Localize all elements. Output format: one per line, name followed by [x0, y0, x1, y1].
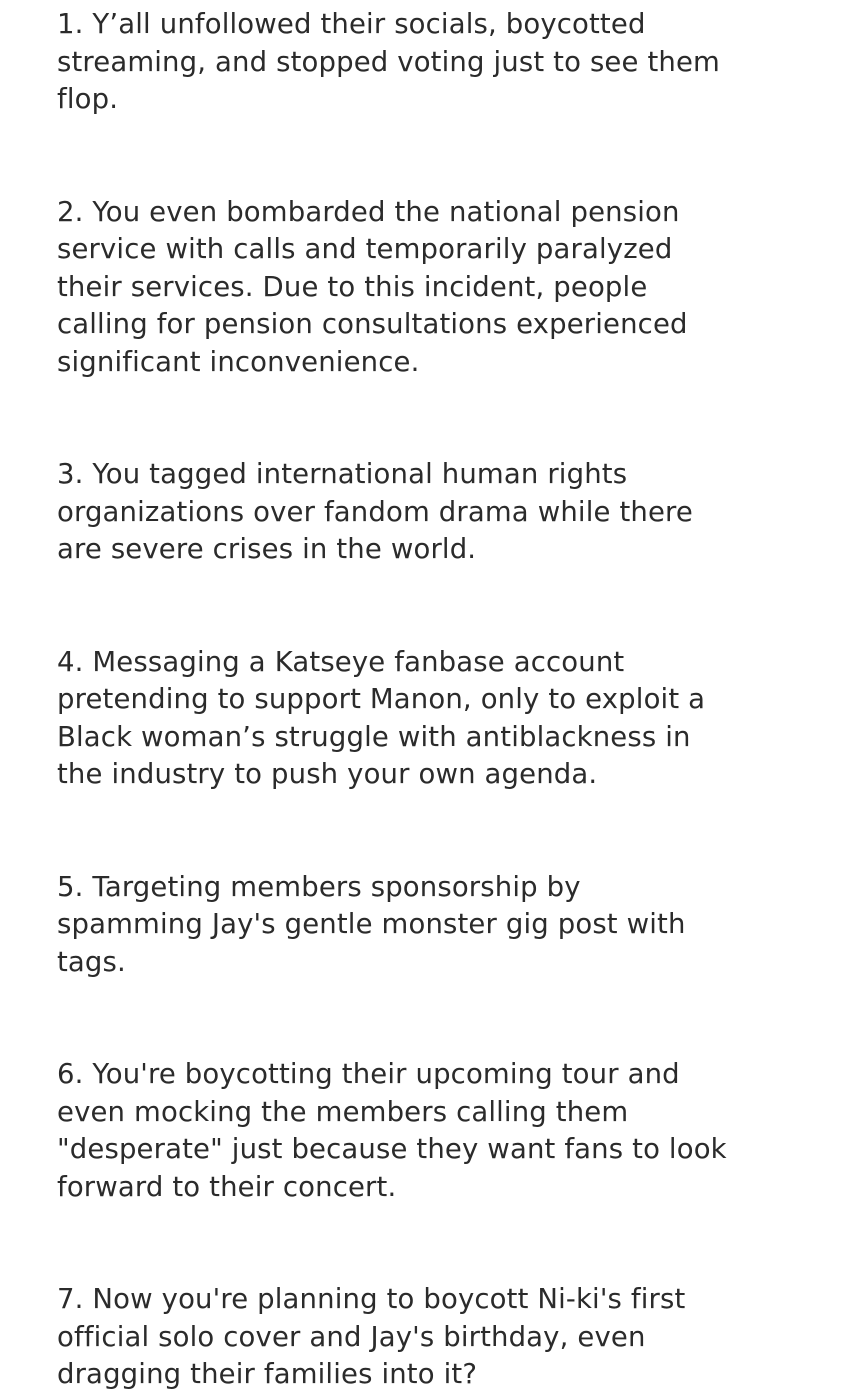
- text-line: tags.: [57, 945, 126, 978]
- text-line: forward to their concert.: [57, 1170, 397, 1203]
- text-line: even mocking the members calling them: [57, 1095, 629, 1128]
- list-item-4: [57, 644, 847, 794]
- text-line: 5. Targeting members sponsorship by: [57, 870, 581, 903]
- text-line: official solo cover and Jay's birthday, even: [57, 1320, 646, 1353]
- text-line: 2. You even bombarded the national pension: [57, 195, 680, 228]
- text-line: their services. Due to this incident, people: [57, 270, 648, 303]
- text-line: 4. Messaging a Katseye fanbase account: [57, 645, 625, 678]
- list-item-2: [57, 194, 847, 382]
- text-line: significant inconvenience.: [57, 345, 420, 378]
- list-item-3: [57, 456, 847, 569]
- text-line: Black woman’s struggle with antiblackness in: [57, 720, 691, 753]
- list-item-5: [57, 869, 847, 982]
- text-line: organizations over fandom drama while there: [57, 495, 693, 528]
- text-line: service with calls and temporarily paralyzed: [57, 233, 673, 265]
- document-body: [57, 6, 847, 1394]
- text-line: "desperate" just because they want fans to look: [57, 1133, 727, 1165]
- text-line: spamming Jay's gentle monster gig post with: [57, 908, 686, 940]
- text-line: pretending to support Manon, only to exploit a: [57, 683, 706, 715]
- text-line: flop.: [57, 83, 119, 115]
- list-item-7: [57, 1281, 847, 1394]
- text-line: streaming, and stopped voting just to see them: [57, 45, 720, 78]
- text-line: the industry to push your own agenda.: [57, 758, 598, 790]
- text-line: calling for pension consultations experienced: [57, 308, 688, 340]
- text-line: 3. You tagged international human rights: [57, 458, 628, 490]
- list-item-1: [57, 6, 847, 119]
- text-line: 7. Now you're planning to boycott Ni-ki's first: [57, 1283, 686, 1315]
- text-line: dragging their families into it?: [57, 1358, 478, 1390]
- text-line: are severe crises in the world.: [57, 533, 477, 565]
- list-item-6: [57, 1056, 847, 1206]
- text-line: 1. Y’all unfollowed their socials, boycotted: [57, 8, 646, 40]
- text-line: 6. You're boycotting their upcoming tour and: [57, 1058, 680, 1090]
